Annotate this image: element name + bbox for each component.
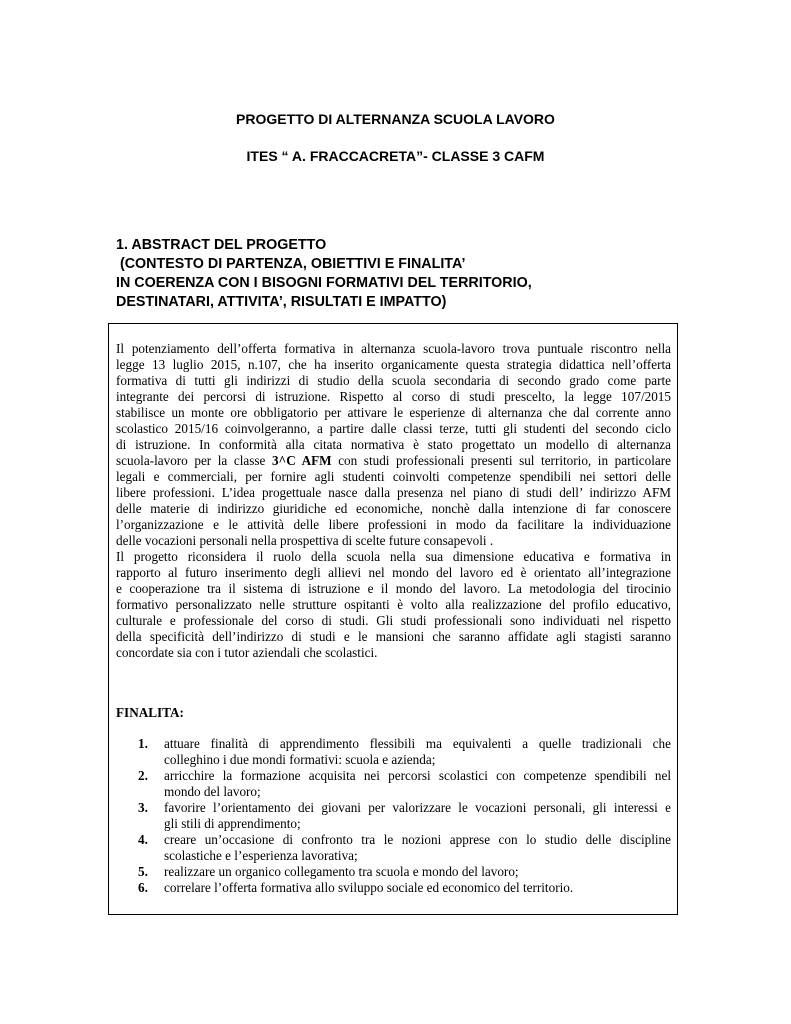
list-item: [138, 880, 671, 896]
list-item-line: attuare finalità di apprendimento flessibili ma equivalenti a quelle tradizionali che: [164, 736, 671, 751]
body-line: formativa di tutti gli indirizzi di studio della scuola secondaria di secondo grado come parte: [116, 373, 671, 388]
list-item-line: gli stili di apprendimento;: [164, 816, 301, 831]
body-line: [116, 453, 671, 469]
body-line: di istruzione. In conformità alla citata normativa è stato progettato un modello di alternanza: [116, 437, 671, 452]
body-line: culturale e professionale del corso di studi. Gli studi professionali sono individuati nel rispetto: [116, 613, 671, 628]
body-line: libere professioni. L’idea progettuale nasce dalla presenza nel piano di studi dell’ indirizzo AFM: [116, 485, 671, 500]
abstract-line: DESTINATARI, ATTIVITA’, RISULTATI E IMPATTO): [116, 294, 447, 310]
abstract-body: [116, 341, 671, 661]
abstract-line: IN COERENZA CON I BISOGNI FORMATIVI DEL TERRITORIO,: [116, 275, 532, 291]
document-subtitle: ITES “ A. FRACCACRETA”- CLASSE 3 CAFM: [246, 148, 545, 164]
list-item: [138, 736, 671, 768]
body-line: integrante dei percorsi di istruzione. Rispetto al corso di studi prescelto, la legge 107/2015: [116, 389, 671, 404]
abstract-line: (CONTESTO DI PARTENZA, OBIETTIVI E FINALITA’: [116, 256, 466, 272]
body-text-run: scuola-lavoro per la classe: [116, 453, 272, 468]
body-line: rapporto al futuro inserimento degli allievi nel mondo del lavoro ed è orientato all’integrazione: [116, 565, 671, 580]
list-item-line: correlare l’offerta formativa allo sviluppo sociale ed economico del territorio.: [164, 880, 574, 895]
list-item: [138, 800, 671, 832]
list-item-line: favorire l’orientamento dei giovani per valorizzare le vocazioni personali, gli interessi e: [164, 800, 671, 815]
body-line: stabilisce un monte ore obbligatorio per attivare le esperienze di alternanza che dal corrente anno: [116, 405, 671, 420]
list-item-line: scolastiche e l’esperienza lavorativa;: [164, 848, 358, 863]
list-number: 5.: [138, 864, 148, 879]
list-number: 6.: [138, 880, 148, 895]
finalita-list: [138, 736, 671, 896]
body-line: l’organizzazione e le attività delle libere professioni in modo da facilitare la individuazione: [116, 517, 671, 532]
body-line: Il progetto riconsidera il ruolo della scuola nella sua dimensione educativa e formativa in: [116, 549, 671, 564]
list-item: [138, 864, 671, 880]
body-line: e cooperazione tra il sistema di istruzione e il mondo del lavoro. La metodologia del tirocinio: [116, 581, 671, 596]
list-number: 1.: [138, 736, 148, 751]
body-line: Il potenziamento dell’offerta formativa in alternanza scuola-lavoro trova puntuale riscontro nella: [116, 341, 671, 356]
list-item-line: arricchire la formazione acquisita nei percorsi scolastici con competenze spendibili nel: [164, 768, 671, 783]
abstract-heading: [116, 236, 532, 312]
body-text-run: con studi professionali presenti sul territorio, in particolare: [331, 453, 671, 468]
class-name-bold: 3^C AFM: [271, 453, 332, 468]
list-number: 3.: [138, 800, 148, 815]
list-number: 2.: [138, 768, 148, 783]
body-line: scolastico 2015/16 coinvolgeranno, a partire dalle classi terze, tutti gli studenti del secondo ciclo: [116, 421, 671, 436]
body-line: delle materie di indirizzo giuridiche ed economiche, nonchè dalla intenzione di far conoscere: [116, 501, 671, 516]
body-line: concordate sia con i tutor aziendali che scolastici.: [116, 645, 378, 660]
document-title: PROGETTO DI ALTERNANZA SCUOLA LAVORO: [236, 111, 555, 127]
list-number: 4.: [138, 832, 148, 847]
list-item-line: creare un’occasione di confronto tra le nozioni apprese con lo studio delle discipline: [164, 832, 671, 847]
list-item: [138, 832, 671, 864]
list-item-line: mondo del lavoro;: [164, 784, 261, 799]
list-item-line: realizzare un organico collegamento tra scuola e mondo del lavoro;: [164, 864, 519, 879]
body-line: delle vocazioni personali nella prospettiva di scelte future consapevoli .: [116, 533, 494, 548]
abstract-line: 1. ABSTRACT DEL PROGETTO: [116, 237, 327, 253]
list-item-line: colleghino i due mondi formativi: scuola e azienda;: [164, 752, 436, 767]
finalita-heading: FINALITA:: [116, 705, 184, 720]
list-item: [138, 768, 671, 800]
body-line: legge 13 luglio 2015, n.107, che ha inserito organicamente questa strategia didattica nell’offerta: [116, 357, 671, 372]
body-line: della specificità dell’indirizzo di studi e le mansioni che saranno affidate agli stagisti saranno: [116, 629, 671, 644]
body-line: formativo personalizzato nelle strutture ospitanti è volto alla realizzazione del profilo educativo,: [116, 597, 671, 612]
body-line: legali e commerciali, per fornire agli studenti coinvolti competenze spendibili nei settori delle: [116, 469, 671, 484]
